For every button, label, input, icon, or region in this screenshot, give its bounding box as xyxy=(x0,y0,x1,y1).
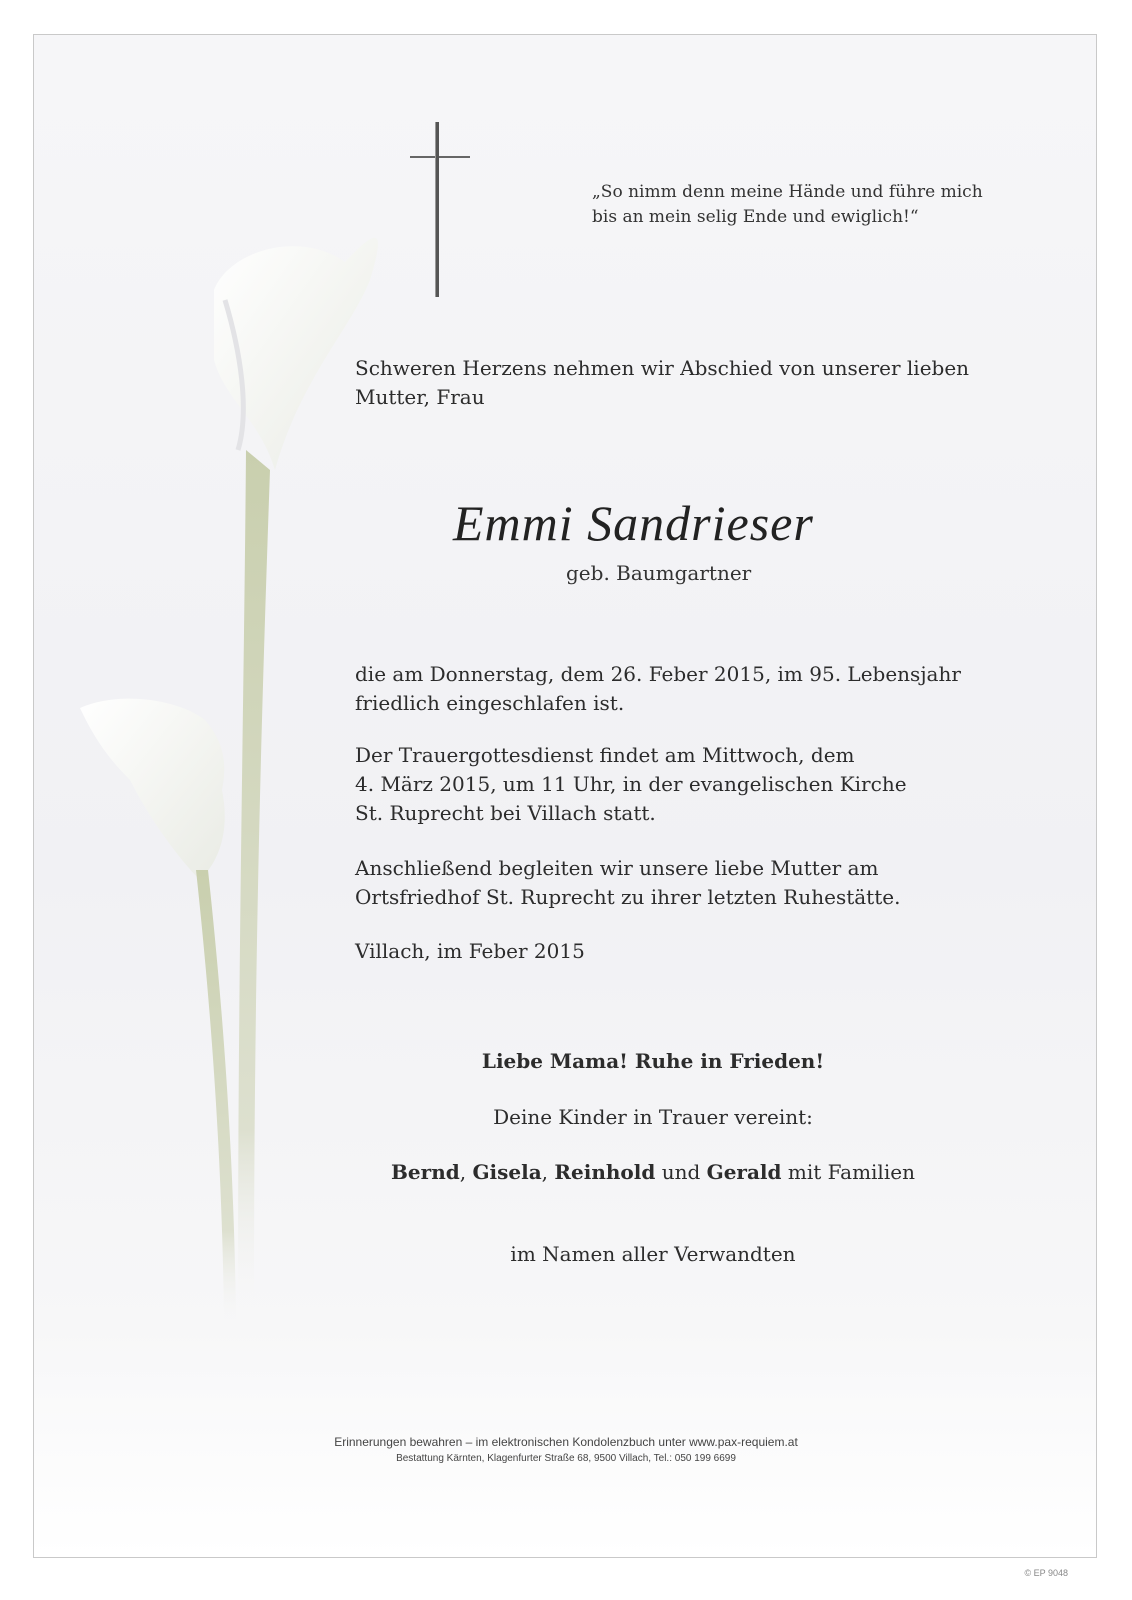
intro-line: Schweren Herzens nehmen wir Abschied von unserer lieben xyxy=(355,356,970,380)
mourners-suffix: mit Familien xyxy=(781,1160,915,1184)
intro-line: Mutter, Frau xyxy=(355,385,485,409)
farewell-line: Liebe Mama! Ruhe in Frieden! xyxy=(481,1049,825,1073)
separator: , xyxy=(541,1160,555,1184)
mourner-name: Gisela xyxy=(472,1160,542,1184)
burial-notice xyxy=(355,854,900,912)
intro-text xyxy=(355,354,969,412)
relatives-line: im Namen aller Verwandten xyxy=(510,1242,796,1266)
burial-line: Ortsfriedhof St. Ruprecht zu ihrer letzten Ruhestätte. xyxy=(355,885,901,909)
mourners-list xyxy=(355,1160,951,1184)
funeral-home-info: Bestattung Kärnten, Klagenfurter Straße 68, 9500 Villach, Tel.: 050 199 6699 xyxy=(396,1453,736,1464)
condolence-book-link[interactable]: Erinnerungen bewahren – im elektronischen Kondolenzbuch unter www.pax-requiem.at xyxy=(334,1435,798,1449)
separator: und xyxy=(655,1160,707,1184)
print-code: © EP 9048 xyxy=(1024,1568,1068,1578)
deceased-name: Emmi Sandrieser xyxy=(453,495,814,551)
quote-line: bis an mein selig Ende und ewiglich!“ xyxy=(592,207,919,227)
quote-line: „So nimm denn meine Hände und führe mich xyxy=(592,182,983,202)
service-line: 4. März 2015, um 11 Uhr, in der evangelischen Kirche xyxy=(355,772,907,796)
maiden-name: geb. Baumgartner xyxy=(566,561,752,585)
service-line: Der Trauergottesdienst findet am Mittwoch, dem xyxy=(355,743,855,767)
separator: , xyxy=(459,1160,473,1184)
service-notice xyxy=(355,741,907,828)
mourner-name: Gerald xyxy=(706,1160,782,1184)
mourners-intro: Deine Kinder in Trauer vereint: xyxy=(493,1105,813,1129)
death-notice xyxy=(355,660,961,718)
mourner-name: Bernd xyxy=(391,1160,460,1184)
death-line: friedlich eingeschlafen ist. xyxy=(355,691,625,715)
burial-line: Anschließend begleiten wir unsere liebe Mutter am xyxy=(355,856,879,880)
service-line: St. Ruprecht bei Villach statt. xyxy=(355,801,656,825)
bible-quote xyxy=(592,180,983,230)
mourner-name: Reinhold xyxy=(554,1160,656,1184)
cross-icon xyxy=(410,122,470,297)
place-date: Villach, im Feber 2015 xyxy=(355,939,585,963)
death-line: die am Donnerstag, dem 26. Feber 2015, im 95. Lebensjahr xyxy=(355,662,961,686)
